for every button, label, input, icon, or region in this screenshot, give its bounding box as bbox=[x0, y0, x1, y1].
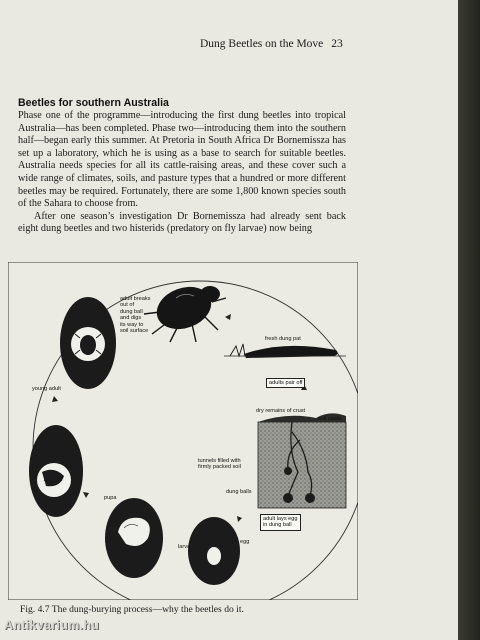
section-heading: Beetles for southern Australia bbox=[18, 97, 169, 109]
running-title: Dung Beetles on the Move bbox=[200, 38, 324, 50]
label-adult-lays-egg: adult lays egg in dung ball bbox=[260, 514, 301, 531]
label-egg: egg bbox=[240, 539, 250, 545]
soil-cross-section bbox=[258, 413, 346, 508]
running-head bbox=[200, 38, 343, 50]
label-soil-casts: soil casts bbox=[318, 416, 342, 422]
dung-burying-figure bbox=[8, 262, 358, 600]
label-fresh-dung-pat: fresh dung pat bbox=[265, 336, 301, 342]
figure-caption: Fig. 4.7 The dung-burying process—why the beetles do it. bbox=[20, 604, 244, 615]
label-dung-balls: dung balls bbox=[226, 489, 252, 495]
label-adult-breaks-out: adult breaks out of dung ball and digs its way to soil surface bbox=[120, 296, 151, 335]
label-adults-pair-off: adults pair off bbox=[266, 378, 305, 388]
page-edge bbox=[458, 0, 480, 640]
label-young-adult: young adult bbox=[32, 386, 61, 392]
paragraph-1: Phase one of the programme—introducing the first dung beetles into tropical Australia—has been completed. Phase two—introducing them into the southern half—began early this summer. At Pretoria in South Africa Dr Bornemissza has set up a laboratory, which he is using as a base to search for suitable beetles. Australia needs species for all its cattle-raising areas, and these cover such a wide range of climates, soils, and pasture types that a hundred or more different beetles may be required. Fortunately, there are some 1,800 known species south of the Sahara to choose from. bbox=[18, 110, 346, 210]
paragraph-2: After one season’s investigation Dr Bornemissza had already sent back eight dung beetles and two histerids (predatory on fly larvae) now being bbox=[18, 210, 346, 235]
body-text bbox=[18, 110, 346, 236]
page-number: 23 bbox=[331, 38, 343, 50]
label-larva: larva bbox=[178, 544, 191, 550]
label-dry-remains: dry remains of crust bbox=[256, 408, 306, 414]
label-tunnels: tunnels filled with firmly packed soil bbox=[198, 458, 241, 471]
watermark-logo: Antikvarium.hu bbox=[4, 618, 100, 632]
label-pupa: pupa bbox=[104, 495, 117, 501]
